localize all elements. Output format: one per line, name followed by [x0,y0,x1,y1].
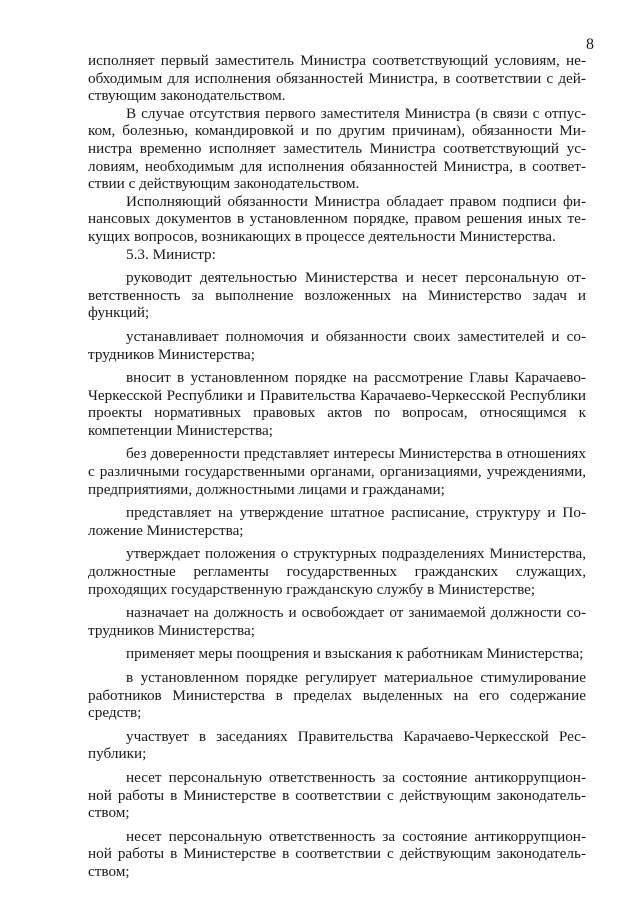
list-item-approves-regulations: утверждает положения о структурных подразделениях Министерства, должностные регламенты государственных гражданских служащих, проходящих государственную гражданскую службу в Министерстве; [88,545,586,598]
list-item-represents-interests: без доверенности представляет интересы Министерства в отношениях с различными государственными органами, организациями, учреждениями, предприятиями, должностными лицами и гражданами; [88,445,586,498]
list-item-appoints-dismisses: назначает на должность и освобождает от занимаемой должности сотрудников Министерства; [88,604,586,639]
list-item-anticorruption-responsibility-repeat: несет персональную ответственность за состояние антикоррупционной работы в Министерстве в соответствии с действующим законодательством; [88,827,586,880]
paragraph-continuation: исполняет первый заместитель Министра соответствующий условиям, необходимым для исполнения обязанностей Министра, в соответствии с действующим законодательством. [88,52,586,105]
document-body [88,52,586,881]
list-item-material-incentives: в установленном порядке регулирует материальное стимулирование работников Министерства в пределах выделенных на его содержание средств; [88,669,586,722]
list-item-government-meetings: участвует в заседаниях Правительства Карачаево-Черкесской Республики; [88,727,586,763]
list-item-submits-drafts: вносит в установленном порядке на рассмотрение Главы Карачаево-Черкесской Республики и Правительства Карачаево-Черкесской Республики проекты нормативных правовых актов по вопросам, относящимся к компетенции Министерства; [88,369,586,439]
section-heading-5-3: 5.3. Министр: [126,245,216,263]
list-item-sets-powers: устанавливает полномочия и обязанности своих заместителей и сотрудников Министерства; [88,327,586,363]
list-item-incentives-penalties: применяет меры поощрения и взыскания к работникам Министерства; [126,645,584,663]
list-item-anticorruption-responsibility: несет персональную ответственность за состояние антикоррупционной работы в Министерстве в соответствии с действующим законодательством; [88,768,586,822]
list-item-manages-ministry: руководит деятельностью Министерства и несет персональную ответственность за выполнение возложенных на Министерство задач и функций; [88,269,586,322]
list-item-staff-schedule: представляет на утверждение штатное расписание, структуру и Положение Министерства; [88,504,586,539]
paragraph-absence-deputy: В случае отсутствия первого заместителя Министра (в связи с отпуском, болезнью, командировкой и по другим причинам), обязанности Министра временно исполняет заместитель Министра соответствующий условиям, необходимым для исполнения обязанностей Министра, в соответствии с действующим законодательством. [88,104,586,193]
page-number: 8 [586,36,594,53]
paragraph-acting-minister-rights: Исполняющий обязанности Министра обладает правом подписи финансовых документов в установленном порядке, правом решения иных текущих вопросов, возникающих в процессе деятельности Министерства. [88,192,586,245]
